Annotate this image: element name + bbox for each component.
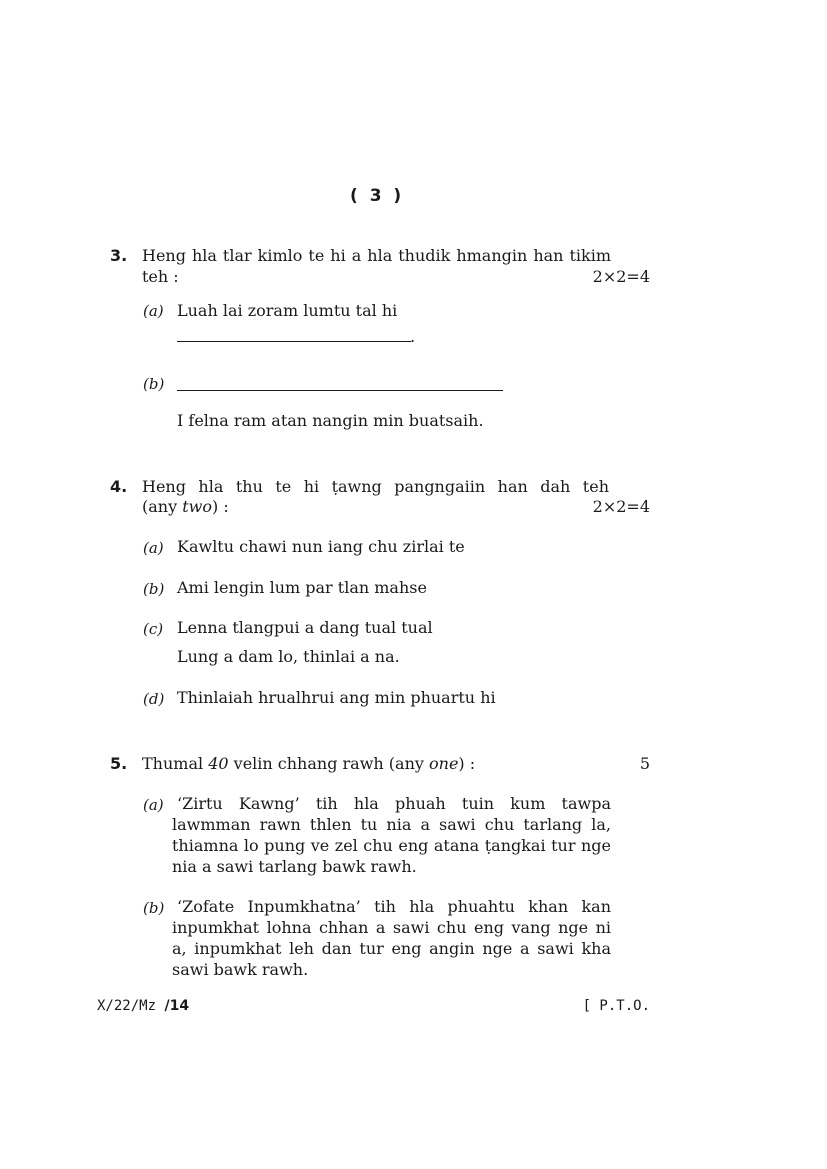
question-4-text-line1: Heng hla thu te hi ṭawng pangngaiin han dah teh	[142, 477, 609, 496]
question-3-text-line1: Heng hla tlar kimlo te hi a hla thudik hmangin han tikim	[142, 246, 611, 265]
question-3a-text: Luah lai zoram lumtu tal hi	[177, 301, 398, 320]
question-5a-line3: thiamna lo pung ve zel chu eng atana ṭangkai tur nge	[172, 836, 611, 855]
question-5-text: Thumal 40 velin chhang rawh (any one) :	[142, 754, 476, 773]
question-5a-line1: ‘Zirtu Kawng’ tih hla phuah tuin kum tawpa	[177, 794, 611, 813]
question-3a-label: (a)	[143, 302, 164, 320]
question-5b-line1: ‘Zofate Inpumkhatna’ tih hla phuahtu khan kan	[177, 897, 611, 916]
footer-pto: [ P.T.O.	[582, 998, 650, 1014]
question-4a-text: Kawltu chawi nun iang chu zirlai te	[177, 537, 465, 556]
question-4d-label: (d)	[143, 690, 165, 708]
question-5b-label: (b)	[143, 899, 165, 917]
question-4-number: 4.	[110, 477, 128, 496]
question-4-marks: 2×2=4	[592, 497, 650, 516]
question-3b-label: (b)	[143, 375, 165, 393]
footer-paper-code: X/22/Mz /14	[97, 998, 190, 1014]
question-4c-text: Lenna tlangpui a dang tual tual	[177, 618, 433, 637]
question-4c-label: (c)	[143, 620, 164, 638]
question-4c-text-line2: Lung a dam lo, thinlai a na.	[177, 647, 400, 666]
page-number: ( 3 )	[350, 186, 402, 206]
question-5a-line2: lawmman rawn thlen tu nia a sawi chu tarlang la,	[172, 815, 611, 834]
question-5b-line4: sawi bawk rawh.	[172, 960, 309, 979]
question-3a-blank	[177, 341, 411, 342]
question-5b-line3: a, inpumkhat leh dan tur eng angin nge a sawi kha	[172, 939, 611, 958]
question-3b-text: I felna ram atan nangin min buatsaih.	[177, 411, 484, 430]
question-5a-label: (a)	[143, 796, 164, 814]
question-3b-blank	[177, 390, 503, 391]
question-4-text-line2: (any two) :	[142, 497, 229, 516]
question-5-number: 5.	[110, 754, 128, 773]
question-4b-label: (b)	[143, 580, 165, 598]
question-3-marks: 2×2=4	[592, 267, 650, 286]
question-3-number: 3.	[110, 246, 128, 265]
question-5-marks: 5	[639, 754, 650, 773]
question-5b-line2: inpumkhat lohna chhan a sawi chu eng vang nge ni	[172, 918, 611, 937]
question-3a-blank-end: .	[410, 327, 416, 346]
question-4a-label: (a)	[143, 539, 164, 557]
question-4b-text: Ami lengin lum par tlan mahse	[177, 578, 427, 597]
question-3-text-line2: teh :	[142, 267, 179, 286]
question-4d-text: Thinlaiah hrualhrui ang min phuartu hi	[177, 688, 496, 707]
question-5a-line4: nia a sawi tarlang bawk rawh.	[172, 857, 417, 876]
